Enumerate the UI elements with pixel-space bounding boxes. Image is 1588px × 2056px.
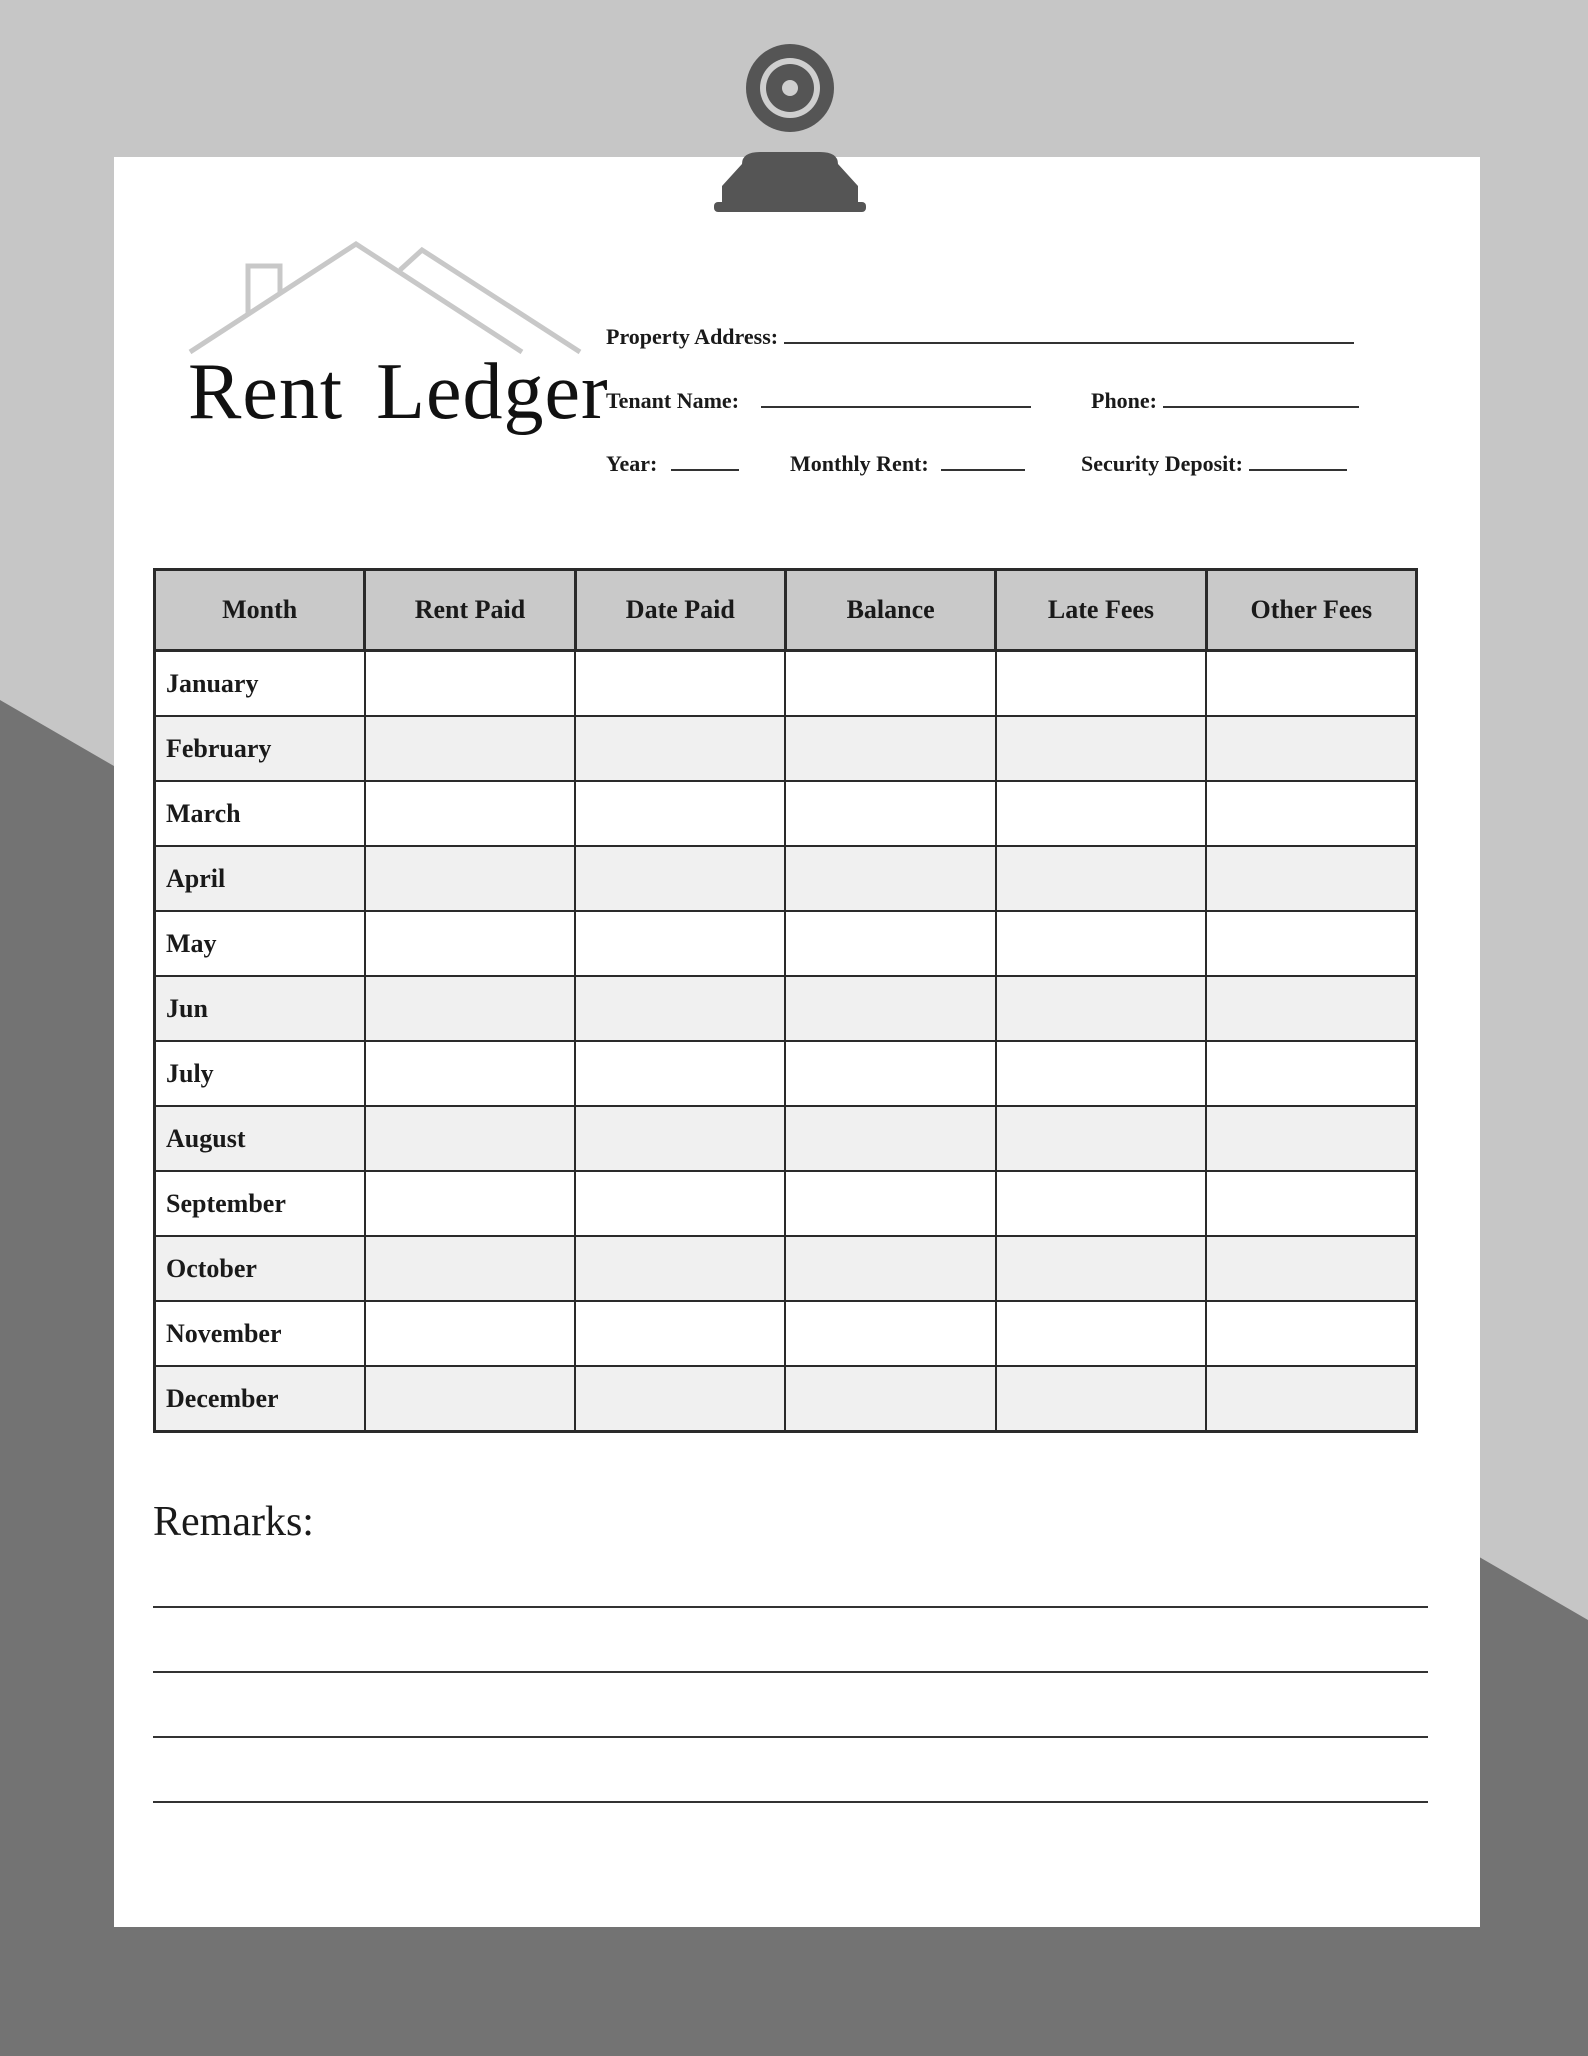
property-address-field[interactable] bbox=[606, 324, 1354, 350]
other-fees-cell[interactable] bbox=[1206, 1366, 1416, 1432]
rent-paid-cell[interactable] bbox=[365, 716, 575, 781]
other-fees-cell[interactable] bbox=[1206, 651, 1416, 717]
late-fees-cell[interactable] bbox=[996, 1106, 1206, 1171]
late-fees-cell[interactable] bbox=[996, 1171, 1206, 1236]
date-paid-cell[interactable] bbox=[575, 651, 785, 717]
late-fees-cell[interactable] bbox=[996, 976, 1206, 1041]
date-paid-cell[interactable] bbox=[575, 1041, 785, 1106]
other-fees-cell[interactable] bbox=[1206, 911, 1416, 976]
table-row bbox=[155, 1106, 1417, 1171]
month-cell: March bbox=[155, 781, 365, 846]
table-row bbox=[155, 716, 1417, 781]
other-fees-cell[interactable] bbox=[1206, 716, 1416, 781]
other-fees-cell[interactable] bbox=[1206, 846, 1416, 911]
other-fees-cell[interactable] bbox=[1206, 1041, 1416, 1106]
tenant-name-label: Tenant Name: bbox=[606, 388, 740, 413]
balance-cell[interactable] bbox=[785, 1236, 995, 1301]
phone-label: Phone: bbox=[1091, 388, 1157, 413]
page-title: Rent Ledger bbox=[188, 348, 609, 436]
month-cell: April bbox=[155, 846, 365, 911]
date-paid-cell[interactable] bbox=[575, 1236, 785, 1301]
balance-cell[interactable] bbox=[785, 1301, 995, 1366]
other-fees-cell[interactable] bbox=[1206, 1301, 1416, 1366]
month-cell: October bbox=[155, 1236, 365, 1301]
late-fees-cell[interactable] bbox=[996, 911, 1206, 976]
date-paid-cell[interactable] bbox=[575, 1301, 785, 1366]
header-rent-paid: Rent Paid bbox=[365, 570, 575, 651]
date-paid-cell[interactable] bbox=[575, 1106, 785, 1171]
remarks-line[interactable] bbox=[153, 1736, 1428, 1738]
rent-paid-cell[interactable] bbox=[365, 1301, 575, 1366]
remarks-line[interactable] bbox=[153, 1606, 1428, 1608]
late-fees-cell[interactable] bbox=[996, 1041, 1206, 1106]
date-paid-cell[interactable] bbox=[575, 781, 785, 846]
property-address-label: Property Address: bbox=[606, 324, 779, 349]
rent-paid-cell[interactable] bbox=[365, 781, 575, 846]
header-late-fees: Late Fees bbox=[996, 570, 1206, 651]
rent-paid-cell[interactable] bbox=[365, 1236, 575, 1301]
rent-paid-cell[interactable] bbox=[365, 1106, 575, 1171]
late-fees-cell[interactable] bbox=[996, 1236, 1206, 1301]
date-paid-cell[interactable] bbox=[575, 846, 785, 911]
table-row bbox=[155, 1171, 1417, 1236]
balance-cell[interactable] bbox=[785, 651, 995, 717]
table-row bbox=[155, 1041, 1417, 1106]
tenant-name-field[interactable] bbox=[606, 388, 1031, 414]
table-row bbox=[155, 1236, 1417, 1301]
other-fees-cell[interactable] bbox=[1206, 1106, 1416, 1171]
late-fees-cell[interactable] bbox=[996, 651, 1206, 717]
other-fees-cell[interactable] bbox=[1206, 1236, 1416, 1301]
house-roof-icon bbox=[188, 240, 588, 360]
monthly-rent-field[interactable] bbox=[790, 451, 1025, 477]
rent-paid-cell[interactable] bbox=[365, 911, 575, 976]
month-cell: February bbox=[155, 716, 365, 781]
remarks-line[interactable] bbox=[153, 1671, 1428, 1673]
rent-paid-cell[interactable] bbox=[365, 976, 575, 1041]
security-deposit-label: Security Deposit: bbox=[1081, 451, 1243, 476]
rent-paid-cell[interactable] bbox=[365, 651, 575, 717]
table-row bbox=[155, 976, 1417, 1041]
date-paid-cell[interactable] bbox=[575, 1366, 785, 1432]
balance-cell[interactable] bbox=[785, 1041, 995, 1106]
header-balance: Balance bbox=[785, 570, 995, 651]
balance-cell[interactable] bbox=[785, 781, 995, 846]
table-row bbox=[155, 911, 1417, 976]
late-fees-cell[interactable] bbox=[996, 1366, 1206, 1432]
date-paid-cell[interactable] bbox=[575, 976, 785, 1041]
balance-cell[interactable] bbox=[785, 911, 995, 976]
rent-ledger-table bbox=[153, 568, 1418, 1433]
rent-paid-cell[interactable] bbox=[365, 846, 575, 911]
balance-cell[interactable] bbox=[785, 1171, 995, 1236]
month-cell: January bbox=[155, 651, 365, 717]
month-cell: November bbox=[155, 1301, 365, 1366]
table-row bbox=[155, 846, 1417, 911]
balance-cell[interactable] bbox=[785, 976, 995, 1041]
table-row bbox=[155, 651, 1417, 717]
date-paid-cell[interactable] bbox=[575, 716, 785, 781]
month-cell: September bbox=[155, 1171, 365, 1236]
year-field[interactable] bbox=[606, 451, 739, 477]
late-fees-cell[interactable] bbox=[996, 716, 1206, 781]
other-fees-cell[interactable] bbox=[1206, 976, 1416, 1041]
balance-cell[interactable] bbox=[785, 1106, 995, 1171]
phone-field[interactable] bbox=[1091, 388, 1359, 414]
header-date-paid: Date Paid bbox=[575, 570, 785, 651]
date-paid-cell[interactable] bbox=[575, 1171, 785, 1236]
year-label: Year: bbox=[606, 451, 658, 476]
late-fees-cell[interactable] bbox=[996, 781, 1206, 846]
table-row bbox=[155, 781, 1417, 846]
rent-paid-cell[interactable] bbox=[365, 1041, 575, 1106]
other-fees-cell[interactable] bbox=[1206, 1171, 1416, 1236]
monthly-rent-label: Monthly Rent: bbox=[790, 451, 929, 476]
balance-cell[interactable] bbox=[785, 846, 995, 911]
other-fees-cell[interactable] bbox=[1206, 781, 1416, 846]
table-row bbox=[155, 1366, 1417, 1432]
rent-paid-cell[interactable] bbox=[365, 1366, 575, 1432]
month-cell: May bbox=[155, 911, 365, 976]
month-cell: December bbox=[155, 1366, 365, 1432]
balance-cell[interactable] bbox=[785, 1366, 995, 1432]
clipboard-clip-icon bbox=[680, 44, 900, 216]
date-paid-cell[interactable] bbox=[575, 911, 785, 976]
rent-paid-cell[interactable] bbox=[365, 1171, 575, 1236]
month-cell: July bbox=[155, 1041, 365, 1106]
security-deposit-field[interactable] bbox=[1081, 451, 1347, 477]
late-fees-cell[interactable] bbox=[996, 846, 1206, 911]
header-month: Month bbox=[155, 570, 365, 651]
remarks-label: Remarks: bbox=[153, 1499, 314, 1545]
balance-cell[interactable] bbox=[785, 716, 995, 781]
late-fees-cell[interactable] bbox=[996, 1301, 1206, 1366]
remarks-line[interactable] bbox=[153, 1801, 1428, 1803]
month-cell: Jun bbox=[155, 976, 365, 1041]
table-header-row bbox=[155, 570, 1417, 651]
table-row bbox=[155, 1301, 1417, 1366]
month-cell: August bbox=[155, 1106, 365, 1171]
header-other-fees: Other Fees bbox=[1206, 570, 1416, 651]
